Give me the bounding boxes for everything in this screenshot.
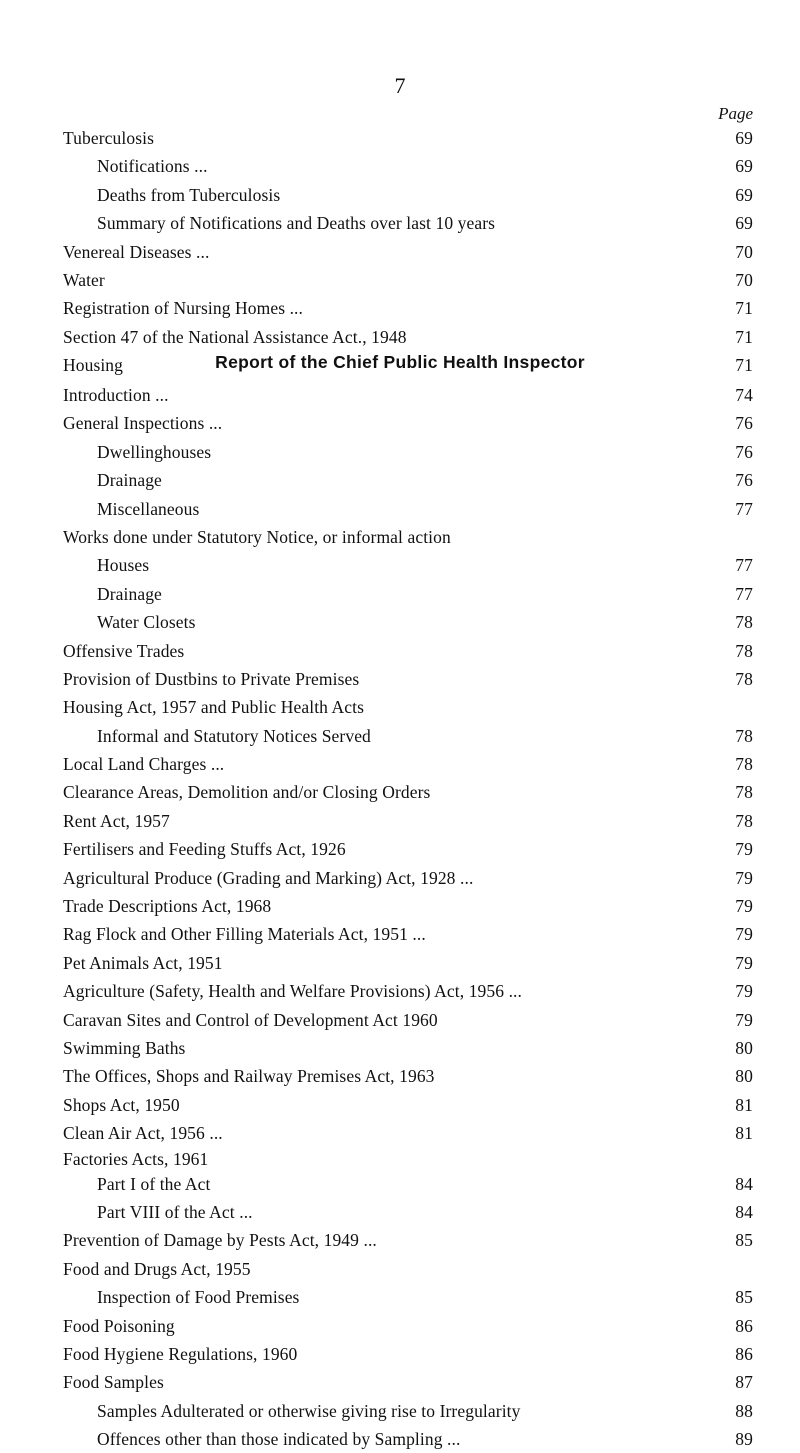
toc-entry-label: Offences other than those indicated by Sampling ... <box>97 1429 464 1449</box>
toc-entry-label: Drainage <box>97 470 166 490</box>
toc-entry-label: Offensive Trades <box>63 641 188 661</box>
toc-entry-page: 86 <box>717 1312 753 1340</box>
toc-entry <box>63 323 753 351</box>
toc-entry-label: Food and Drugs Act, 1955 <box>63 1259 255 1279</box>
toc-entry <box>63 551 753 579</box>
toc-entry <box>63 1006 753 1034</box>
toc-entry <box>63 864 753 892</box>
toc-entry <box>63 807 753 835</box>
toc-entry-page: 87 <box>717 1368 753 1396</box>
toc-entry-page: 78 <box>717 665 753 693</box>
toc-entry-page: 79 <box>717 892 753 920</box>
toc-entry-label: Provision of Dustbins to Private Premises <box>63 669 363 689</box>
toc-entry <box>63 1340 753 1368</box>
toc-entry <box>63 1312 753 1340</box>
toc-entry-page: 70 <box>717 266 753 294</box>
toc-entry <box>63 181 753 209</box>
toc-entry-label: Section 47 of the National Assistance Act., 1948 <box>63 327 411 347</box>
toc-entry-label: Factories Acts, 1961 <box>63 1149 212 1169</box>
toc-entry-label: Housing Act, 1957 and Public Health Acts <box>63 697 368 717</box>
toc-entry <box>63 1226 753 1254</box>
toc-entry-label: Agriculture (Safety, Health and Welfare Provisions) Act, 1956 ... <box>63 981 526 1001</box>
toc-entry-page: 79 <box>717 864 753 892</box>
toc-entry-page: 77 <box>717 551 753 579</box>
toc-entry-page: 81 <box>717 1091 753 1119</box>
contents-list-health <box>63 124 753 380</box>
contents-list-inspector <box>63 381 753 1453</box>
toc-entry-page: 76 <box>717 409 753 437</box>
toc-entry-page: 78 <box>717 722 753 750</box>
toc-entry <box>63 1091 753 1119</box>
toc-entry-label: Houses <box>97 555 153 575</box>
toc-entry-page: 80 <box>717 1034 753 1062</box>
toc-entry-page: 84 <box>717 1170 753 1198</box>
toc-entry-page: 71 <box>717 294 753 322</box>
toc-entry-page: 71 <box>717 323 753 351</box>
toc-entry-page: 71 <box>717 351 753 379</box>
toc-entry <box>63 523 753 551</box>
toc-entry-page: 88 <box>717 1397 753 1425</box>
toc-entry-page: 77 <box>717 495 753 523</box>
toc-entry-label: Food Poisoning <box>63 1316 179 1336</box>
toc-entry <box>63 920 753 948</box>
toc-entry-label: Registration of Nursing Homes ... <box>63 298 307 318</box>
toc-entry <box>63 778 753 806</box>
toc-entry <box>63 1283 753 1311</box>
toc-entry-label: The Offices, Shops and Railway Premises Act, 1963 <box>63 1066 439 1086</box>
toc-entry <box>63 1255 753 1283</box>
toc-entry-label: Samples Adulterated or otherwise giving rise to Irregularity <box>97 1401 524 1421</box>
toc-entry-page: 69 <box>717 181 753 209</box>
toc-entry-page: 79 <box>717 977 753 1005</box>
toc-entry-label: Trade Descriptions Act, 1968 <box>63 896 275 916</box>
toc-entry-page: 70 <box>717 238 753 266</box>
toc-entry <box>63 637 753 665</box>
section-title: Report of the Chief Public Health Inspector <box>215 352 585 372</box>
toc-entry-label: Deaths from Tuberculosis <box>97 185 284 205</box>
toc-entry-label: Water Closets <box>97 612 200 632</box>
toc-entry-page: 69 <box>717 152 753 180</box>
toc-entry <box>63 1170 753 1198</box>
toc-entry-page: 76 <box>717 466 753 494</box>
toc-entry <box>63 466 753 494</box>
toc-entry-label: Part VIII of the Act ... <box>97 1202 257 1222</box>
toc-entry <box>63 580 753 608</box>
toc-entry <box>63 209 753 237</box>
toc-entry-label: Caravan Sites and Control of Development Act 1960 <box>63 1010 442 1030</box>
toc-entry-page: 79 <box>717 1006 753 1034</box>
toc-entry <box>63 238 753 266</box>
toc-entry-page: 78 <box>717 778 753 806</box>
toc-entry <box>63 949 753 977</box>
toc-entry-label: Food Samples <box>63 1372 168 1392</box>
toc-entry <box>63 1034 753 1062</box>
toc-entry <box>63 665 753 693</box>
toc-entry-label: Fertilisers and Feeding Stuffs Act, 1926 <box>63 839 350 859</box>
toc-entry-page: 78 <box>717 750 753 778</box>
toc-entry-page: 76 <box>717 438 753 466</box>
toc-entry-label: Local Land Charges ... <box>63 754 228 774</box>
toc-entry <box>63 124 753 152</box>
toc-entry <box>63 495 753 523</box>
toc-entry <box>63 1425 753 1453</box>
toc-entry-label: Introduction ... <box>63 385 173 405</box>
toc-entry-label: Pet Animals Act, 1951 <box>63 953 227 973</box>
toc-entry <box>63 1148 753 1170</box>
toc-entry-label: General Inspections ... <box>63 413 226 433</box>
toc-entry-label: Tuberculosis <box>63 128 158 148</box>
toc-entry-label: Miscellaneous <box>97 499 203 519</box>
toc-entry <box>63 1198 753 1226</box>
toc-entry-page: 86 <box>717 1340 753 1368</box>
toc-entry <box>63 750 753 778</box>
toc-entry-label: Shops Act, 1950 <box>63 1095 184 1115</box>
toc-entry-page: 81 <box>717 1119 753 1147</box>
toc-entry-label: Housing <box>63 355 127 375</box>
toc-entry-label: Summary of Notifications and Deaths over last 10 years <box>97 213 499 233</box>
toc-entry-page: 85 <box>717 1226 753 1254</box>
toc-entry-page: 85 <box>717 1283 753 1311</box>
toc-entry-label: Notifications ... <box>97 156 212 176</box>
toc-entry <box>63 294 753 322</box>
toc-entry <box>63 722 753 750</box>
toc-entry-label: Part I of the Act <box>97 1174 214 1194</box>
toc-entry <box>63 1368 753 1396</box>
toc-entry-label: Works done under Statutory Notice, or informal action <box>63 527 455 547</box>
toc-entry-label: Water <box>63 270 109 290</box>
toc-entry <box>63 977 753 1005</box>
toc-entry <box>63 266 753 294</box>
toc-entry <box>63 835 753 863</box>
toc-entry-page: 79 <box>717 835 753 863</box>
toc-entry <box>63 438 753 466</box>
toc-entry <box>63 892 753 920</box>
toc-entry-label: Rent Act, 1957 <box>63 811 174 831</box>
toc-entry-label: Drainage <box>97 584 166 604</box>
toc-entry-label: Informal and Statutory Notices Served <box>97 726 375 746</box>
toc-entry-label: Food Hygiene Regulations, 1960 <box>63 1344 301 1364</box>
toc-entry-label: Dwellinghouses <box>97 442 215 462</box>
toc-entry <box>63 1397 753 1425</box>
page-column-heading: Page <box>718 104 753 123</box>
toc-entry-page: 89 <box>717 1425 753 1453</box>
toc-entry-page: 79 <box>717 920 753 948</box>
toc-entry <box>63 1119 753 1147</box>
toc-entry-page: 80 <box>717 1062 753 1090</box>
toc-entry <box>63 409 753 437</box>
toc-entry-label: Agricultural Produce (Grading and Marking) Act, 1928 ... <box>63 868 477 888</box>
toc-entry-label: Swimming Baths <box>63 1038 189 1058</box>
toc-entry <box>63 152 753 180</box>
toc-entry <box>63 693 753 721</box>
toc-entry-page: 74 <box>717 381 753 409</box>
toc-entry <box>63 1062 753 1090</box>
toc-entry-page: 84 <box>717 1198 753 1226</box>
toc-entry-label: Venereal Diseases ... <box>63 242 213 262</box>
toc-entry-page: 78 <box>717 608 753 636</box>
toc-entry <box>63 381 753 409</box>
toc-entry-page: 77 <box>717 580 753 608</box>
toc-entry <box>63 608 753 636</box>
toc-entry-label: Prevention of Damage by Pests Act, 1949 ... <box>63 1230 381 1250</box>
toc-entry-page: 79 <box>717 949 753 977</box>
toc-entry-page: 69 <box>717 209 753 237</box>
toc-entry-page: 78 <box>717 637 753 665</box>
toc-entry-label: Clearance Areas, Demolition and/or Closing Orders <box>63 782 434 802</box>
toc-entry-page: 69 <box>717 124 753 152</box>
toc-entry-label: Clean Air Act, 1956 ... <box>63 1123 227 1143</box>
toc-entry-label: Inspection of Food Premises <box>97 1287 303 1307</box>
toc-entry-label: Rag Flock and Other Filling Materials Act, 1951 ... <box>63 924 430 944</box>
toc-entry-page: 78 <box>717 807 753 835</box>
page-number: 7 <box>394 73 406 98</box>
